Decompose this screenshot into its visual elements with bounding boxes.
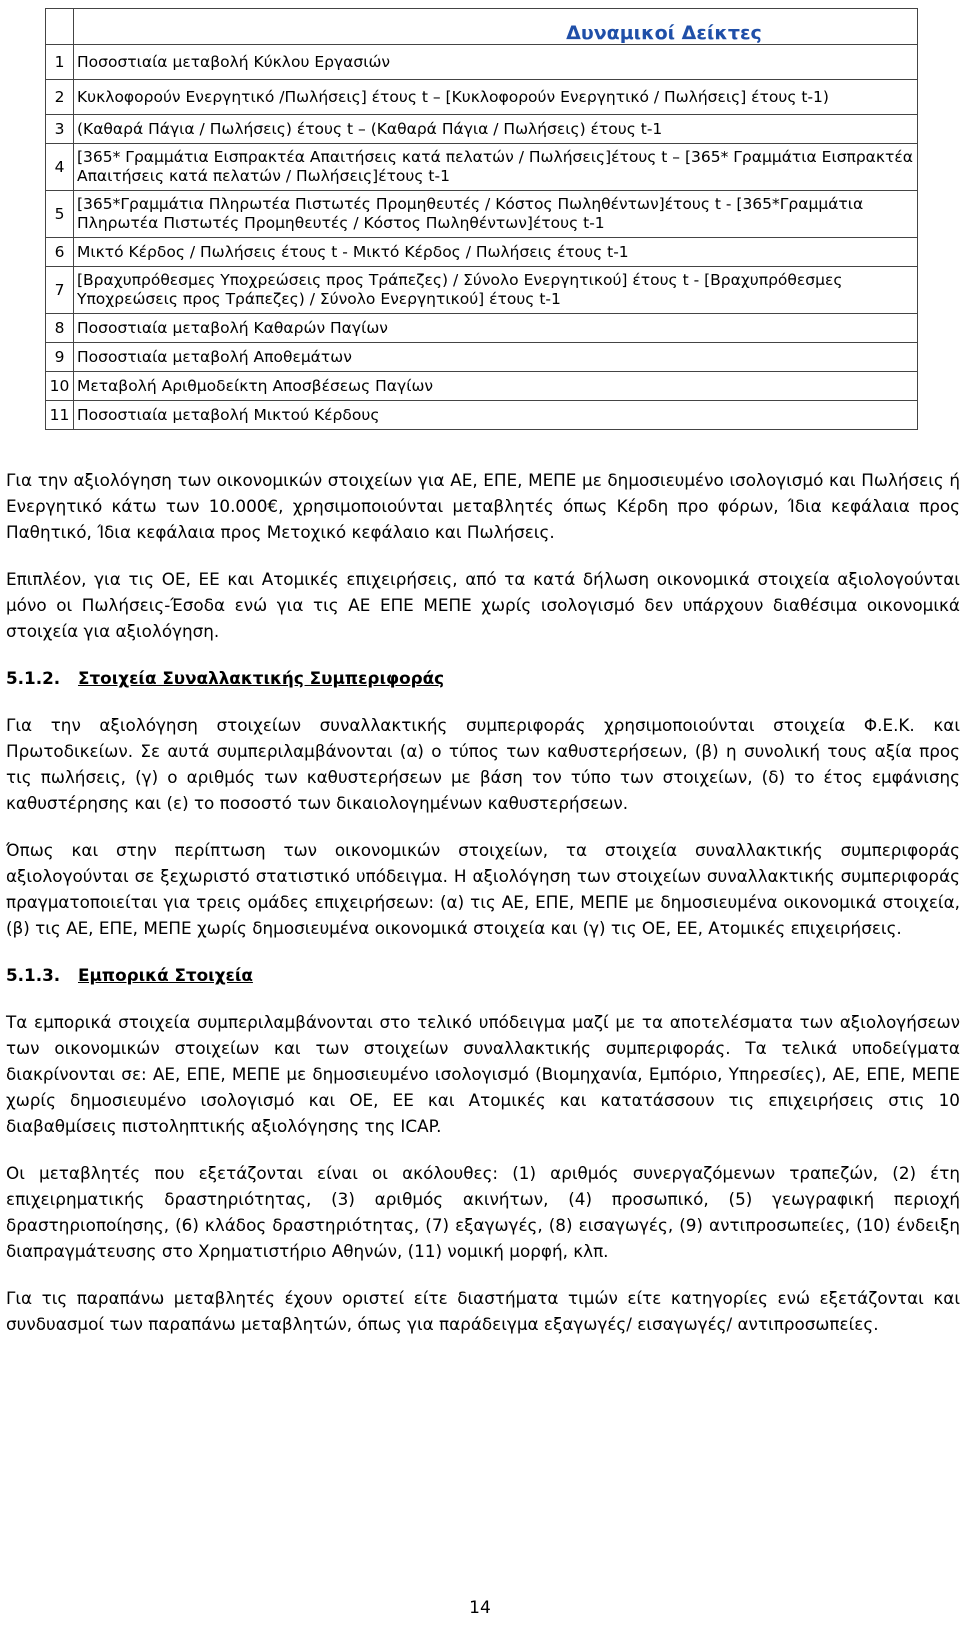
table-row: [46, 343, 918, 372]
paragraph-variable-ranges: Για τις παραπάνω μεταβλητές έχουν οριστεί είτε διαστήματα τιμών είτε κατηγορίες ενώ εξετάζονται και συνδυασμοί των παραπάνω μεταβλητών, όπως για παράδειγμα εξαγωγές/ εισαγωγές/ αντιπροσωπείες.: [6, 1288, 960, 1334]
table-row: [46, 45, 918, 80]
row-text: Ποσοστιαία μεταβολή Καθαρών Παγίων: [74, 314, 918, 343]
section-title: Εμπορικά Στοιχεία: [78, 965, 253, 985]
row-number: 9: [46, 343, 74, 372]
section-heading-5-1-3: [6, 962, 960, 988]
table-row: [46, 372, 918, 401]
dynamic-ratios-table: [45, 8, 918, 430]
table-row: [46, 401, 918, 430]
row-number: 6: [46, 238, 74, 267]
row-text: [365* Γραμμάτια Εισπρακτέα Απαιτήσεις κατά πελατών / Πωλήσεις]έτους t – [365* Γραμμάτια Εισπρακτέα Απαιτήσεις κατά πελατών / Πωλήσεις]έτους t-1: [74, 144, 918, 191]
table-row: [46, 191, 918, 238]
table-title: Δυναμικοί Δείκτες: [74, 9, 918, 45]
section-heading-5-1-2: [6, 665, 960, 691]
table-header-row: [46, 9, 918, 45]
paragraph-variables-list: Οι μεταβλητές που εξετάζονται είναι οι ακόλουθες: (1) αριθμός συνεργαζόμενων τραπεζών, (2) έτη επιχειρηματικής δραστηριότητας, (3) αριθμός ακινήτων, (4) προσωπικό, (5) γεωγραφική περιοχή δραστηριοποίησης, (6) κλάδος δραστηριότητας, (7) εξαγωγές, (8) εισαγωγές, (9) αντιπροσωπείες, (10) ένδειξη διαπραγμάτευσης στο Χρηματιστήριο Αθηνών, (11) νομική μορφή, κλπ.: [6, 1163, 960, 1261]
row-number: 5: [46, 191, 74, 238]
paragraph-partnerships: Επιπλέον, για τις ΟΕ, ΕΕ και Ατομικές επιχειρήσεις, από τα κατά δήλωση οικονομικά στοιχεία αξιολογούνται μόνο οι Πωλήσεις-Έσοδα ενώ για τις ΑΕ ΕΠΕ ΜΕΠΕ χωρίς ισολογισμό δεν υπάρχουν διαθέσιμα οικονομικά στοιχεία για αξιολόγηση.: [6, 569, 960, 641]
row-text: (Καθαρά Πάγια / Πωλήσεις) έτους t – (Καθαρά Πάγια / Πωλήσεις) έτους t-1: [74, 115, 918, 144]
table-row: [46, 267, 918, 314]
table-header-num-cell: [46, 9, 74, 45]
section-title: Στοιχεία Συναλλακτικής Συμπεριφοράς: [78, 668, 445, 688]
row-number: 11: [46, 401, 74, 430]
row-number: 10: [46, 372, 74, 401]
section-number: 5.1.3.: [6, 965, 61, 985]
page-number: 14: [469, 1598, 491, 1618]
row-text: Μικτό Κέρδος / Πωλήσεις έτους t - Μικτό Κέρδος / Πωλήσεις έτους t-1: [74, 238, 918, 267]
row-number: 2: [46, 80, 74, 115]
table-row: [46, 115, 918, 144]
row-number: 1: [46, 45, 74, 80]
row-text: Ποσοστιαία μεταβολή Κύκλου Εργασιών: [74, 45, 918, 80]
row-text: [Βραχυπρόθεσμες Υποχρεώσεις προς Τράπεζες) / Σύνολο Ενεργητικού] έτους t - [Βραχυπρόθεσμες Υποχρεώσεις προς Τράπεζες) / Σύνολο Ενεργητικού] έτους t-1: [74, 267, 918, 314]
paragraph-commercial-data: Τα εμπορικά στοιχεία συμπεριλαμβάνονται στο τελικό υπόδειγμα μαζί με τα αποτελέσματα των αξιολογήσεων των οικονομικών στοιχείων και των στοιχείων συναλλακτικής συμπεριφοράς. Τα τελικά υποδείγματα διακρίνονται σε: ΑΕ, ΕΠΕ, ΜΕΠΕ με δημοσιευμένο ισολογισμό (Βιομηχανία, Εμπόριο, Υπηρεσίες), ΑΕ, ΕΠΕ, ΜΕΠΕ χωρίς δημοσιευμένο ισολογισμό και ΟΕ, ΕΕ και Ατομικές και κατατάσσουν τις επιχειρήσεις στις 10 διαβαθμίσεις πιστοληπτικής αξιολόγησης της ICAP.: [6, 1012, 960, 1136]
row-number: 8: [46, 314, 74, 343]
table-row: [46, 144, 918, 191]
paragraph-financial-data: Για την αξιολόγηση των οικονομικών στοιχείων για ΑΕ, ΕΠΕ, ΜΕΠΕ με δημοσιευμένο ισολογισμό και Πωλήσεις ή Ενεργητικό κάτω των 10.000€, χρησιμοποιούνται μεταβλητές όπως Κέρδη προ φόρων, Ίδια κεφάλαια προς Παθητικό, Ίδια κεφάλαια προς Μετοχικό κεφάλαιο και Πωλήσεις.: [6, 470, 960, 542]
table-row: [46, 314, 918, 343]
row-text: Ποσοστιαία μεταβολή Αποθεμάτων: [74, 343, 918, 372]
row-text: Ποσοστιαία μεταβολή Μικτού Κέρδους: [74, 401, 918, 430]
row-number: 3: [46, 115, 74, 144]
table-row: [46, 238, 918, 267]
row-text: Κυκλοφορούν Ενεργητικό /Πωλήσεις] έτους t – [Κυκλοφορούν Ενεργητικό / Πωλήσεις] έτους t-1): [74, 80, 918, 115]
body-text: [6, 467, 960, 1358]
paragraph-transactional-model: Όπως και στην περίπτωση των οικονομικών στοιχείων, τα στοιχεία συναλλακτικής συμπεριφοράς αξιολογούνται σε ξεχωριστό στατιστικό υπόδειγμα. Η αξιολόγηση των στοιχείων συναλλακτικής συμπεριφοράς πραγματοποιείται για τρεις ομάδες επιχειρήσεων: (α) τις ΑΕ, ΕΠΕ, ΜΕΠΕ με δημοσιευμένα οικονομικά στοιχεία, (β) τις ΑΕ, ΕΠΕ, ΜΕΠΕ χωρίς δημοσιευμένα οικονομικά στοιχεία και (γ) τις ΟΕ, ΕΕ, Ατομικές επιχειρήσεις.: [6, 840, 960, 938]
row-number: 7: [46, 267, 74, 314]
row-text: [365*Γραμμάτια Πληρωτέα Πιστωτές Προμηθευτές / Κόστος Πωληθέντων]έτους t - [365*Γραμμάτια Πληρωτέα Πιστωτές Προμηθευτές / Κόστος Πωληθέντων]έτους t-1: [74, 191, 918, 238]
section-number: 5.1.2.: [6, 668, 61, 688]
paragraph-transactional-data: Για την αξιολόγηση στοιχείων συναλλακτικής συμπεριφοράς χρησιμοποιούνται στοιχεία Φ.Ε.Κ. και Πρωτοδικείων. Σε αυτά συμπεριλαμβάνονται (α) ο τύπος των καθυστερήσεων, (β) η συνολική τους αξία προς τις πωλήσεις, (γ) ο αριθμός των καθυστερήσεων με βάση τον τύπο των στοιχείων, (δ) το έτος εμφάνισης καθυστέρησης και (ε) το ποσοστό των δικαιολογημένων καθυστερήσεων.: [6, 715, 960, 813]
table-row: [46, 80, 918, 115]
row-number: 4: [46, 144, 74, 191]
row-text: Μεταβολή Αριθμοδείκτη Αποσβέσεως Παγίων: [74, 372, 918, 401]
